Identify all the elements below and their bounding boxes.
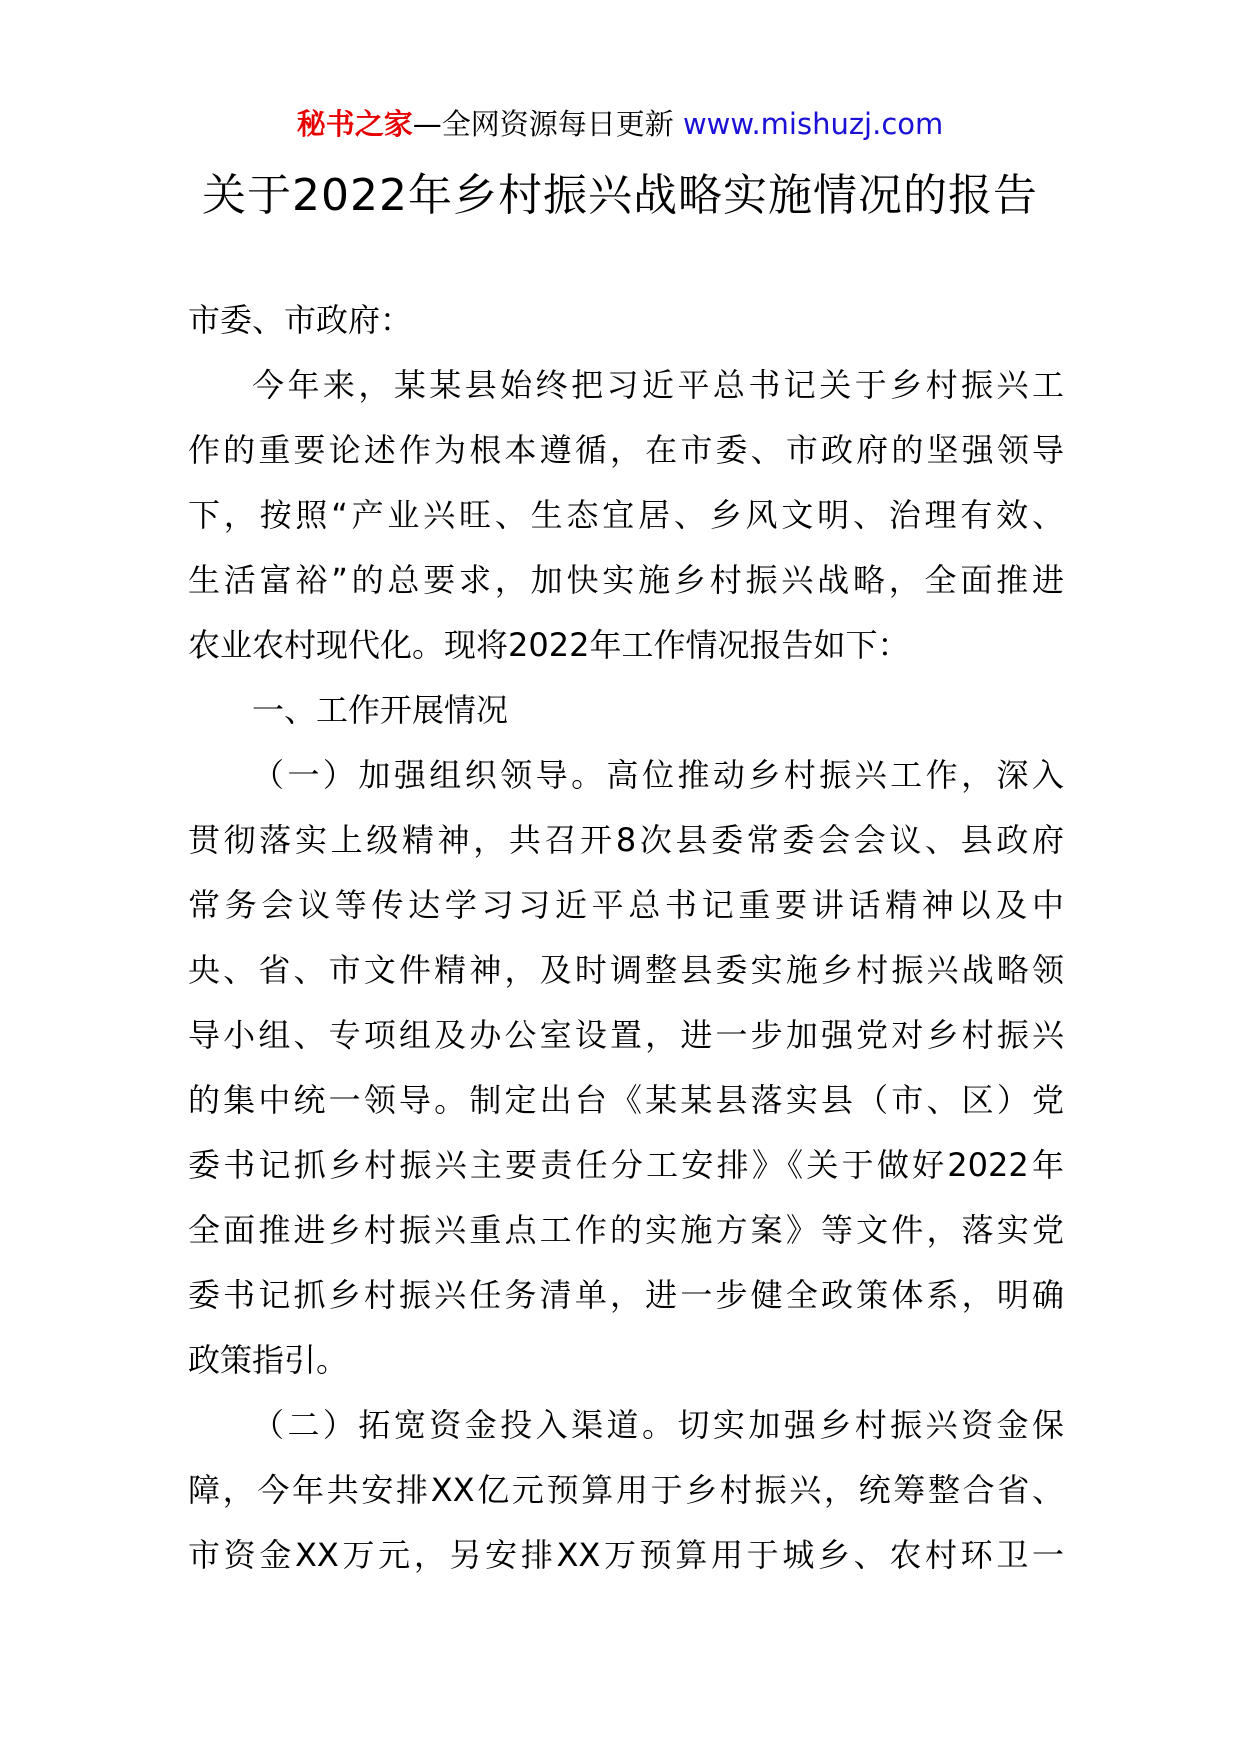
paragraph-line: 委书记抓乡村振兴任务清单，进一步健全政策体系，明确 bbox=[188, 1276, 1064, 1314]
paragraph-line: 政策指引。 bbox=[188, 1341, 349, 1379]
site-header bbox=[0, 104, 1240, 144]
paragraph-line: 贯彻落实上级精神，共召开8次县委常委会会议、县政府 bbox=[188, 821, 1064, 859]
paragraph-line: 委书记抓乡村振兴主要责任分工安排》《关于做好2022年 bbox=[188, 1146, 1064, 1184]
paragraph-line: （二）拓宽资金投入渠道。切实加强乡村振兴资金保 bbox=[252, 1406, 1064, 1444]
paragraph-line: 市资金XX万元，另安排XX万预算用于城乡、农村环卫一 bbox=[188, 1536, 1064, 1574]
paragraph-line: 导小组、专项组及办公室设置，进一步加强党对乡村振兴 bbox=[188, 1016, 1064, 1054]
section-heading: 一、工作开展情况 bbox=[252, 691, 509, 729]
paragraph-line: 障，今年共安排XX亿元预算用于乡村振兴，统筹整合省、 bbox=[188, 1471, 1064, 1509]
document-body bbox=[188, 296, 1064, 1596]
paragraph-line: 的集中统一领导。制定出台《某某县落实县（市、区）党 bbox=[188, 1081, 1064, 1119]
paragraph-line: 全面推进乡村振兴重点工作的实施方案》等文件，落实党 bbox=[188, 1211, 1064, 1249]
site-slogan: —全网资源每日更新 bbox=[412, 107, 683, 141]
paragraph-line: 央、省、市文件精神，及时调整县委实施乡村振兴战略领 bbox=[188, 951, 1064, 989]
document-title: 关于2022年乡村振兴战略实施情况的报告 bbox=[202, 170, 1038, 221]
paragraph-line: 下，按照“产业兴旺、生态宜居、乡风文明、治理有效、 bbox=[188, 496, 1064, 534]
site-url-link[interactable]: www.mishuzj.com bbox=[682, 107, 944, 141]
paragraph-line: 农业农村现代化。现将2022年工作情况报告如下： bbox=[188, 626, 910, 664]
paragraph-line: （一）加强组织领导。高位推动乡村振兴工作，深入 bbox=[252, 756, 1064, 794]
site-brand: 秘书之家 bbox=[296, 107, 413, 141]
paragraph-line: 生活富裕”的总要求，加快实施乡村振兴战略，全面推进 bbox=[188, 561, 1064, 599]
paragraph-line: 今年来，某某县始终把习近平总书记关于乡村振兴工 bbox=[252, 366, 1064, 404]
salutation: 市委、市政府： bbox=[188, 301, 413, 339]
paragraph-line: 常务会议等传达学习习近平总书记重要讲话精神以及中 bbox=[188, 886, 1064, 924]
paragraph-line: 作的重要论述作为根本遵循，在市委、市政府的坚强领导 bbox=[188, 431, 1064, 469]
